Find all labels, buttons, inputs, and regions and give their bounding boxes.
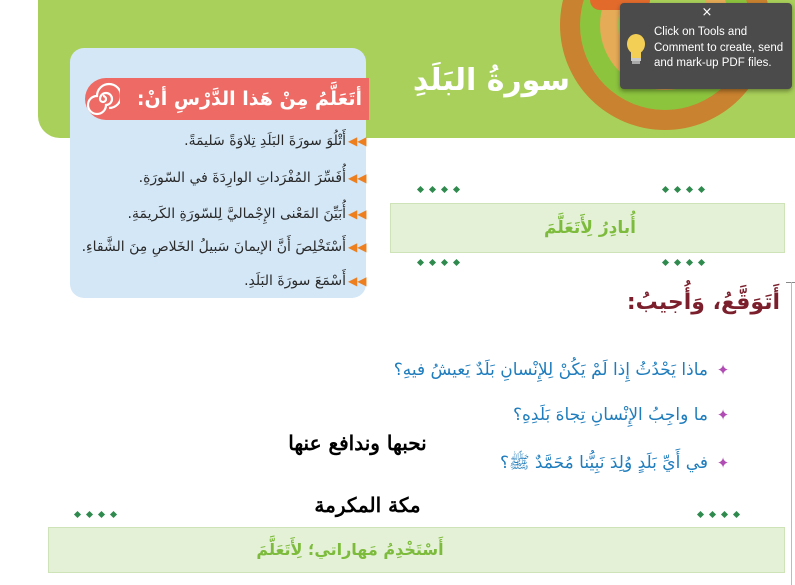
section-title-predict: أَتَوَقَّعُ، وَأُجيبُ: <box>626 290 780 315</box>
objectives-title: أتَعَلَّمُ مِنْ هَذا الدَّرْسِ أنْ: <box>136 88 362 110</box>
question-item: في أَيِّ بَلَدٍ وُلِدَ نَبِيُّنا مُحَمَّدٌ ﷺ؟ <box>499 453 708 473</box>
bullet-icon: ◀◀ <box>348 207 367 221</box>
section-title-skills: أَسْتَخْدِمُ مَهاراتي؛ لِأَتَعَلَّمَ <box>256 540 444 559</box>
section-title-bader: أُبادِرُ لِأَتَعَلَّمَ <box>544 218 636 238</box>
answer-overlay-text[interactable]: مكة المكرمة <box>314 493 421 517</box>
bullet-icon: ◀◀ <box>348 240 367 254</box>
objective-item: أَسْمَعَ سورَةَ البَلَدِ. <box>244 273 346 289</box>
diamond-icon: ✦ <box>716 454 730 472</box>
diamond-icon: ✦ <box>716 361 730 379</box>
close-icon[interactable]: × <box>701 5 713 20</box>
answer-overlay-text[interactable]: نحبها وندافع عنها <box>288 431 427 455</box>
dot-separator <box>415 185 465 195</box>
spiral-icon <box>86 82 120 116</box>
bullet-icon: ◀◀ <box>348 134 367 148</box>
question-item: ما واجِبُ الإِنْسانِ تِجاهَ بَلَدِهِ؟ <box>512 405 708 425</box>
bullet-icon: ◀◀ <box>348 274 367 288</box>
dot-separator <box>695 510 745 520</box>
objective-item: أَسْتَخْلِصَ أَنَّ الإيمانَ سَبيلُ الخَلاصِ مِنَ الشَّقاءِ. <box>81 239 346 255</box>
surah-title: سورةُ البَلَدِ <box>412 63 570 98</box>
dot-separator <box>660 185 710 195</box>
dot-separator <box>72 510 122 520</box>
tooltip-text: Click on Tools and Comment to create, send and mark-up PDF files. <box>654 26 784 69</box>
diamond-icon: ✦ <box>716 406 730 424</box>
lightbulb-icon <box>624 32 648 66</box>
objective-item: أَتْلُوَ سورَةَ البَلَدِ تِلاوَةً سَليمَةً. <box>184 133 346 149</box>
question-item: ماذا يَحْدُثُ إِذا لَمْ يَكُنْ لِلإِنْسانِ بَلَدٌ يَعيشُ فيهِ؟ <box>393 360 708 380</box>
bullet-icon: ◀◀ <box>348 171 367 185</box>
page-edge-line <box>791 282 792 585</box>
objective-item: أُبَيِّنَ المَعْنى الإِجْماليَّ لِلسّورَةِ الكَريمَةِ. <box>127 206 346 222</box>
dot-separator <box>415 258 465 268</box>
dot-separator <box>660 258 710 268</box>
objective-item: أُفَسِّرَ المُفْرَداتِ الوارِدَةَ في السّورَةِ. <box>138 170 346 186</box>
